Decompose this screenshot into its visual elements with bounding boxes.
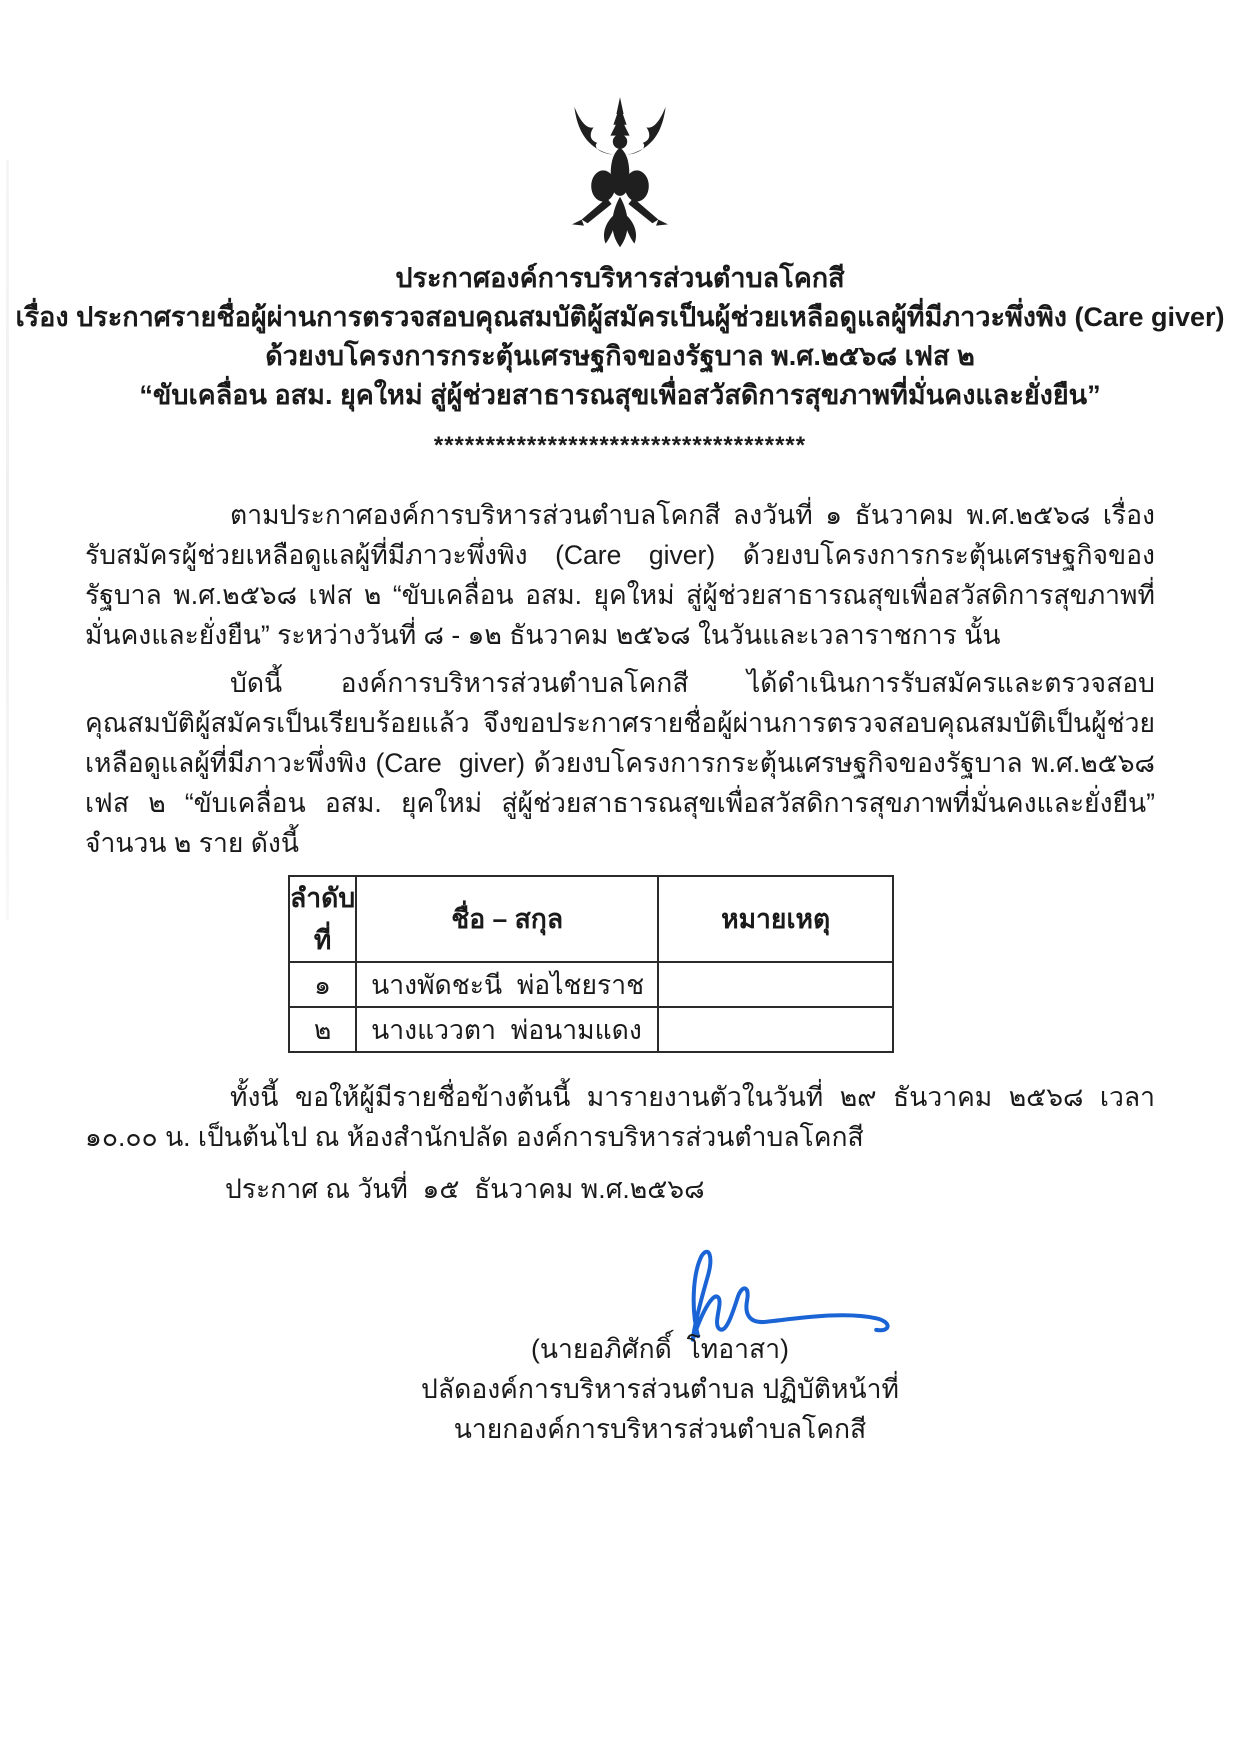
announcement-subject-line: เรื่อง ประกาศรายชื่อผู้ผ่านการตรวจสอบคุณสมบัติผู้สมัครเป็นผู้ช่วยเหลือดูแลผู้ที่มีภาวะพึ่งพิง (Care giver) [15,302,1225,332]
row-name: นางแววตา พ่อนามแดง [356,1007,658,1052]
signatory-position-line1: ปลัดองค์การบริหารส่วนตำบล ปฏิบัติหน้าที่ [421,1374,899,1404]
qualified-names-table [288,875,894,1053]
announcement-slogan-line: “ขับเคลื่อน อสม. ยุคใหม่ สู่ผู้ช่วยสาธารณสุขเพื่อสวัสดิการสุขภาพที่มั่นคงและยั่งยืน” [139,380,1101,410]
paragraph-report-instruction: ทั้งนี้ ขอให้ผู้มีรายชื่อข้างต้นนี้ มารายงานตัวในวันที่ ๒๙ ธันวาคม ๒๕๖๘ เวลา ๑๐.๐๐ น. เป็นต้นไป ณ ห้องสำนักปลัด องค์การบริหารส่วนตำบลโคกสี [85,1082,1163,1152]
col-header-remark: หมายเหตุ [658,876,893,962]
signature-block [380,1247,940,1449]
col-header-name: ชื่อ – สกุล [356,876,658,962]
row-name: นางพัดชะนี พ่อไชยราช [356,962,658,1007]
row-number: ๒ [289,1007,356,1052]
asterisk-separator: ************************************ [433,432,807,459]
paragraph-result: บัดนี้ องค์การบริหารส่วนตำบลโคกสี ได้ดำเนินการรับสมัครและตรวจสอบคุณสมบัติผู้สมัครเป็นเรียบร้อยแล้ว จึงขอประกาศรายชื่อผู้ผ่านการตรวจสอบคุณสมบัติเป็นผู้ช่วยเหลือดูแลผู้ที่มีภาวะพึ่งพิง (Care giver) ด้วยงบโครงการกระตุ้นเศรษฐกิจของรัฐบาล พ.ศ.๒๕๖๘ เฟส ๒ “ขับเคลื่อน อสม. ยุคใหม่ สู่ผู้ช่วยสาธารณสุขเพื่อสวัสดิการสุขภาพที่มั่นคงและยั่งยืน” จำนวน ๒ ราย ดังนี้ [85,668,1163,858]
signatory-name: (นายอภิศักดิ์ โทอาสา) [531,1334,789,1364]
table-row [289,1007,893,1052]
paragraph-background: ตามประกาศองค์การบริหารส่วนตำบลโคกสี ลงวันที่ ๑ ธันวาคม พ.ศ.๒๕๖๘ เรื่อง รับสมัครผู้ช่วยเหลือดูแลผู้ที่มีภาวะพึ่งพิง (Care giver) ด้วยงบโครงการกระตุ้นเศรษฐกิจของรัฐบาล พ.ศ.๒๕๖๘ เฟส ๒ “ขับเคลื่อน อสม. ยุคใหม่ สู่ผู้ช่วยสาธารณสุขเพื่อสวัสดิการสุขภาพที่มั่นคงและยั่งยืน” ระหว่างวันที่ ๘ - ๑๒ ธันวาคม ๒๕๖๘ ในวันและเวลาราชการ นั้น [85,500,1163,650]
announcement-org-title: ประกาศองค์การบริหารส่วนตำบลโคกสี [395,263,845,293]
scan-edge-artifact [6,160,9,920]
row-number: ๑ [289,962,356,1007]
issued-date-line: ประกาศ ณ วันที่ ๑๕ ธันวาคม พ.ศ.๒๕๖๘ [225,1174,705,1204]
row-remark [658,962,893,1007]
garuda-emblem [554,95,686,253]
table-header-row [289,876,893,962]
table-row [289,962,893,1007]
signatory-position-line2: นายกองค์การบริหารส่วนตำบลโคกสี [453,1414,867,1444]
garuda-emblem-graphic [554,95,686,253]
announcement-project-line: ด้วยงบโครงการกระตุ้นเศรษฐกิจของรัฐบาล พ.ศ.๒๕๖๘ เฟส ๒ [265,341,975,371]
col-header-no: ลำดับที่ [289,876,356,962]
row-remark [658,1007,893,1052]
